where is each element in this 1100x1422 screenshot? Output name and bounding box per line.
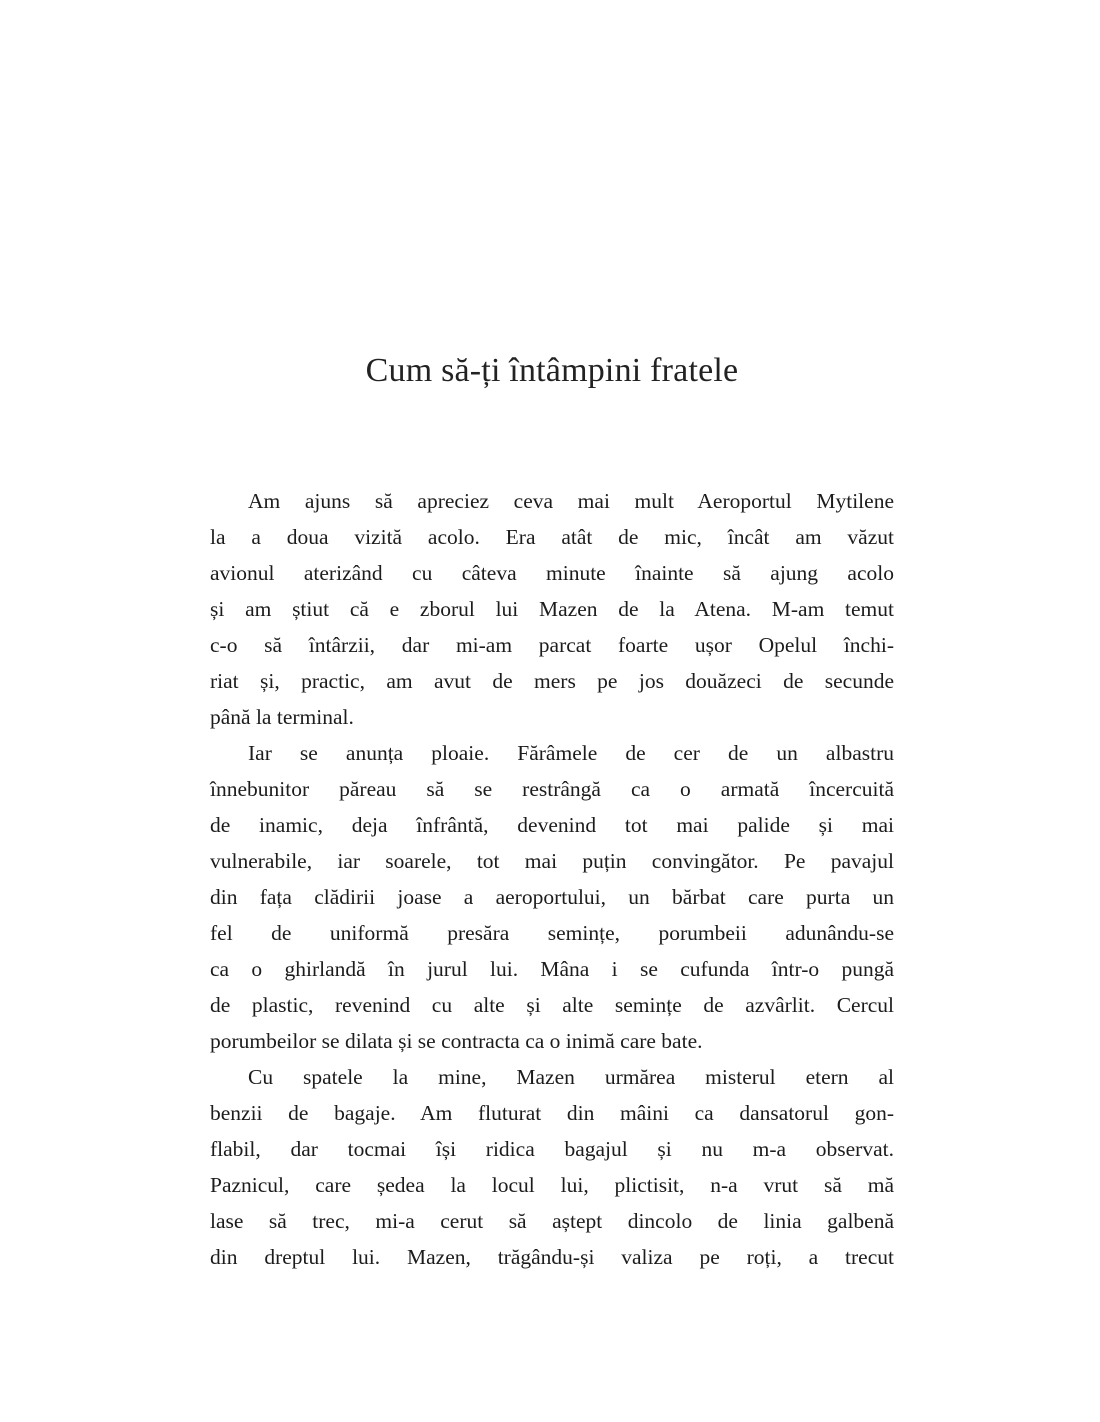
text-line: de inamic, deja înfrântă, devenind tot mai palide și mai [210, 813, 894, 837]
chapter-title: Cum să-ți întâmpini fratele [365, 352, 739, 389]
paragraph [210, 1059, 894, 1275]
text-line: Cu spatele la mine, Mazen urmărea misterul etern al [248, 1065, 894, 1089]
text-line: Am ajuns să apreciez ceva mai mult Aeroportul Mytilene [248, 489, 894, 513]
text-line: din fața clădirii joase a aeroportului, un bărbat care purta un [210, 885, 894, 909]
text-line: înnebunitor păreau să se restrângă ca o armată încercuită [210, 777, 894, 801]
text-line: fel de uniformă presăra semințe, porumbeii adunându-se [210, 921, 894, 945]
text-line: flabil, dar tocmai își ridica bagajul și nu m-a observat. [210, 1137, 894, 1161]
text-line: benzii de bagaje. Am fluturat din mâini ca dansatorul gon- [210, 1101, 894, 1125]
text-line: ca o ghirlandă în jurul lui. Mâna i se cufunda într-o pungă [210, 957, 894, 981]
text-line: și am știut că e zborul lui Mazen de la Atena. M-am temut [210, 597, 894, 621]
text-line: Paznicul, care ședea la locul lui, plictisit, n-a vrut să mă [210, 1173, 894, 1197]
text-line: vulnerabile, iar soarele, tot mai puțin convingător. Pe pavajul [210, 849, 894, 873]
text-line: din dreptul lui. Mazen, trăgându-și valiza pe roți, a trecut [210, 1245, 894, 1269]
text-line: c-o să întârzii, dar mi-am parcat foarte ușor Opelul închi- [210, 633, 894, 657]
text-line: de plastic, revenind cu alte și alte semințe de azvârlit. Cercul [210, 993, 894, 1017]
text-block [210, 352, 894, 1275]
text-line: porumbeilor se dilata și se contracta ca o inimă care bate. [210, 1029, 703, 1053]
text-line: lase să trec, mi-a cerut să aștept dincolo de linia galbenă [210, 1209, 894, 1233]
text-line: Iar se anunța ploaie. Fărâmele de cer de un albastru [248, 741, 894, 765]
body-text [210, 483, 894, 1275]
paragraph [210, 735, 894, 1059]
text-line: avionul aterizând cu câteva minute înainte să ajung acolo [210, 561, 894, 585]
text-line: la a doua vizită acolo. Era atât de mic, încât am văzut [210, 525, 894, 549]
text-line: până la terminal. [210, 705, 354, 729]
paragraph [210, 483, 894, 735]
text-line: riat și, practic, am avut de mers pe jos douăzeci de secunde [210, 669, 894, 693]
